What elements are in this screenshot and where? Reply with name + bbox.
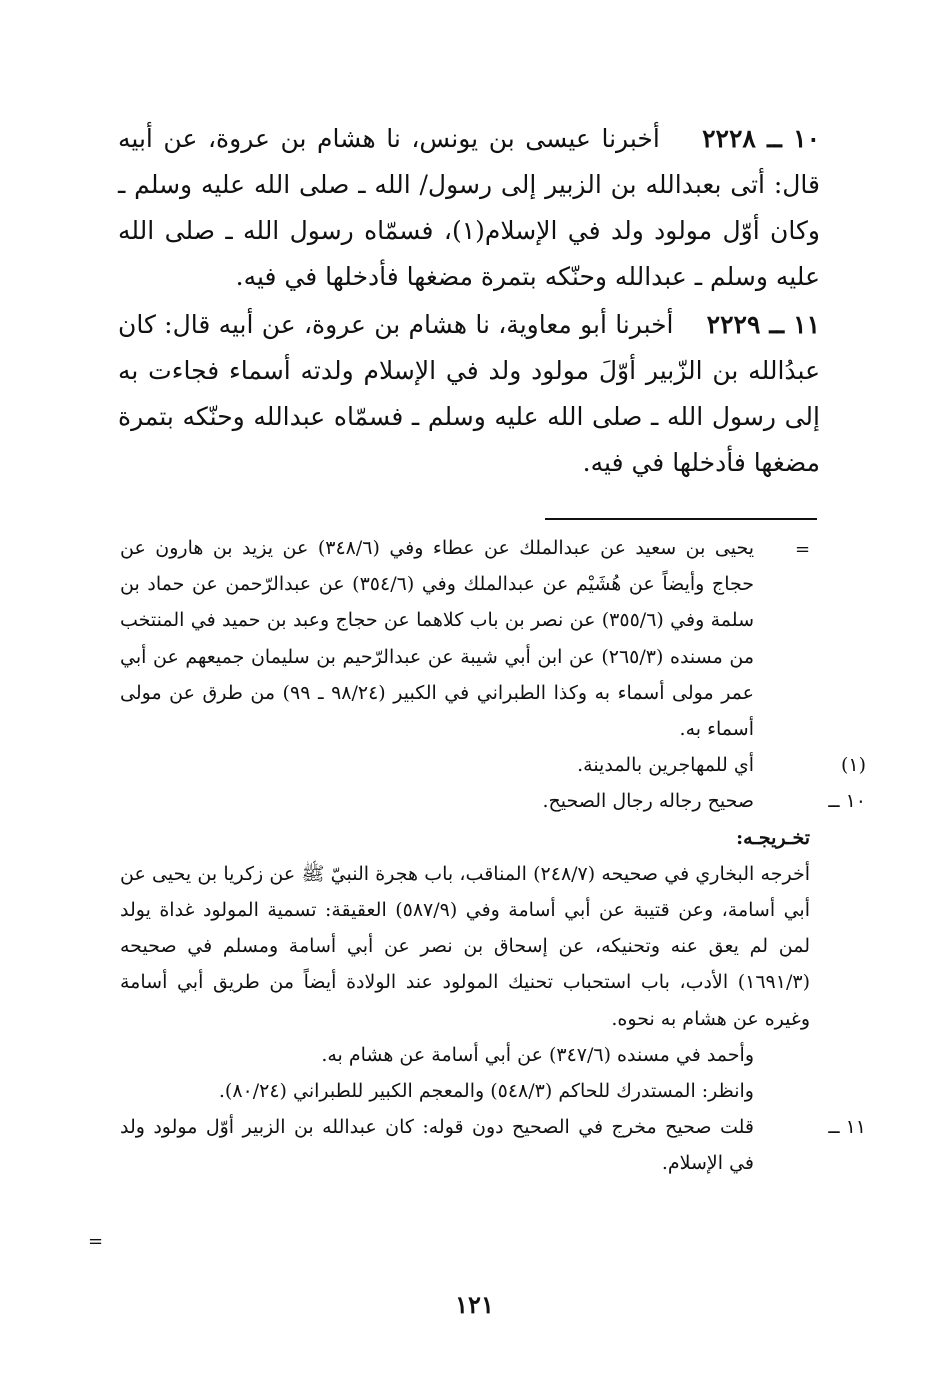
footnote-marker: ١١ ــ [828, 1116, 866, 1139]
footnote-11 [120, 1109, 866, 1181]
hadith-text: أخبرنا عيسى بن يونس، نا هشام بن عروة، عن أبيه قال: أتى بعبدالله بن الزبير إلى رسول/ الله ـ صلى الله عليه وسلم ـ وكان أوّل مولود ولد في الإسلام(١)، فسمّاه رسول الله ـ صلى الله عليه وسلم ـ عبدالله وحنّكه بتمرة مضغها فأدخلها في فيه. [118, 124, 820, 291]
takhrij-text: أخرجه البخاري في صحيحه (٢٤٨/٧) المناقب، باب هجرة النبيّ ﷺ عن زكريا بن يحيى عن أبي أسامة، وعن قتيبة عن أبي أسامة وفي (٥٨٧/٩) العقيقة: تسمية المولود غداة يولد لمن لم يعق عنه وتحنيكه، عن إسحاق بن نصر عن أبي أسامة ومسلم في صحيحه (١٦٩١/٣) الأدب، باب استحباب تحنيك المولود عند الولادة أيضاً من طريق أبي أسامة وغيره عن هشام به نحوه. [120, 862, 810, 1030]
hadith-entry-11 [118, 302, 820, 486]
hadith-number: ١١ ــ ٢٢٢٩ [706, 310, 820, 339]
page-number: ١٢١ [455, 1290, 494, 1319]
footnote-marker: ١٠ ــ [828, 790, 866, 813]
hadith-entry-10 [118, 116, 820, 300]
footnote-continuation: يحيى بن سعيد عن عبدالملك عن عطاء وفي (٣٤٨/٦) عن يزيد بن هارون عن حجاج وأيضاً عن هُشَيْم عن عبدالملك وفي (٣٥٤/٦) عن عبدالرّحمن عن حماد بن سلمة وفي (٣٥٥/٦) عن نصر بن باب كلاهما عن حجاج وعبد بن حميد في المنتخب من مسنده (٢٦٥/٣) عن ابن أبي شيبة عن عبدالرّحيم بن سليمان جميعهم عن أبي عمر مولى أسماء به وكذا الطبراني في الكبير (٩٨/٢٤ ـ ٩٩) من طرق عن مولى أسماء به. [120, 537, 754, 741]
footnotes [120, 530, 866, 1182]
continuation-mark: = [795, 539, 811, 560]
footnote-1 [120, 747, 866, 783]
hadith-text: أخبرنا أبو معاوية، نا هشام بن عروة، عن أبيه قال: كان عبدُالله بن الزّبير أوّلَ مولود ولد في الإسلام ولدته أسماء فجاءت به إلى رسول الله ـ صلى الله عليه وسلم ـ فسمّاه عبدالله وحنّكه بتمرة مضغها فأدخلها في فيه. [118, 310, 820, 477]
see-also-reference: وانظر: المستدرك للحاكم (٥٤٨/٣) والمعجم الكبير للطبراني (٨٠/٢٤). [218, 1080, 754, 1103]
footnote-text: قلت صحيح مخرج في الصحيح دون قوله: كان عبدالله بن الزبير أوّل مولود ولد في الإسلام. [120, 1116, 754, 1175]
footnote-text: أي للمهاجرين بالمدينة. [577, 754, 754, 777]
footnote-10 [120, 783, 866, 819]
continues-mark: = [88, 1231, 104, 1252]
ahmad-reference: وأحمد في مسنده (٣٤٧/٦) عن أبي أسامة عن هشام به. [321, 1043, 754, 1066]
footnote-text: صحيح رجاله رجال الصحيح. [542, 790, 754, 813]
takhrij-heading: تخـريجـه: [736, 826, 810, 849]
hadith-number: ١٠ ــ ٢٢٢٨ [702, 124, 820, 153]
footnote-separator [545, 518, 817, 520]
footnote-marker: (١) [840, 754, 866, 777]
